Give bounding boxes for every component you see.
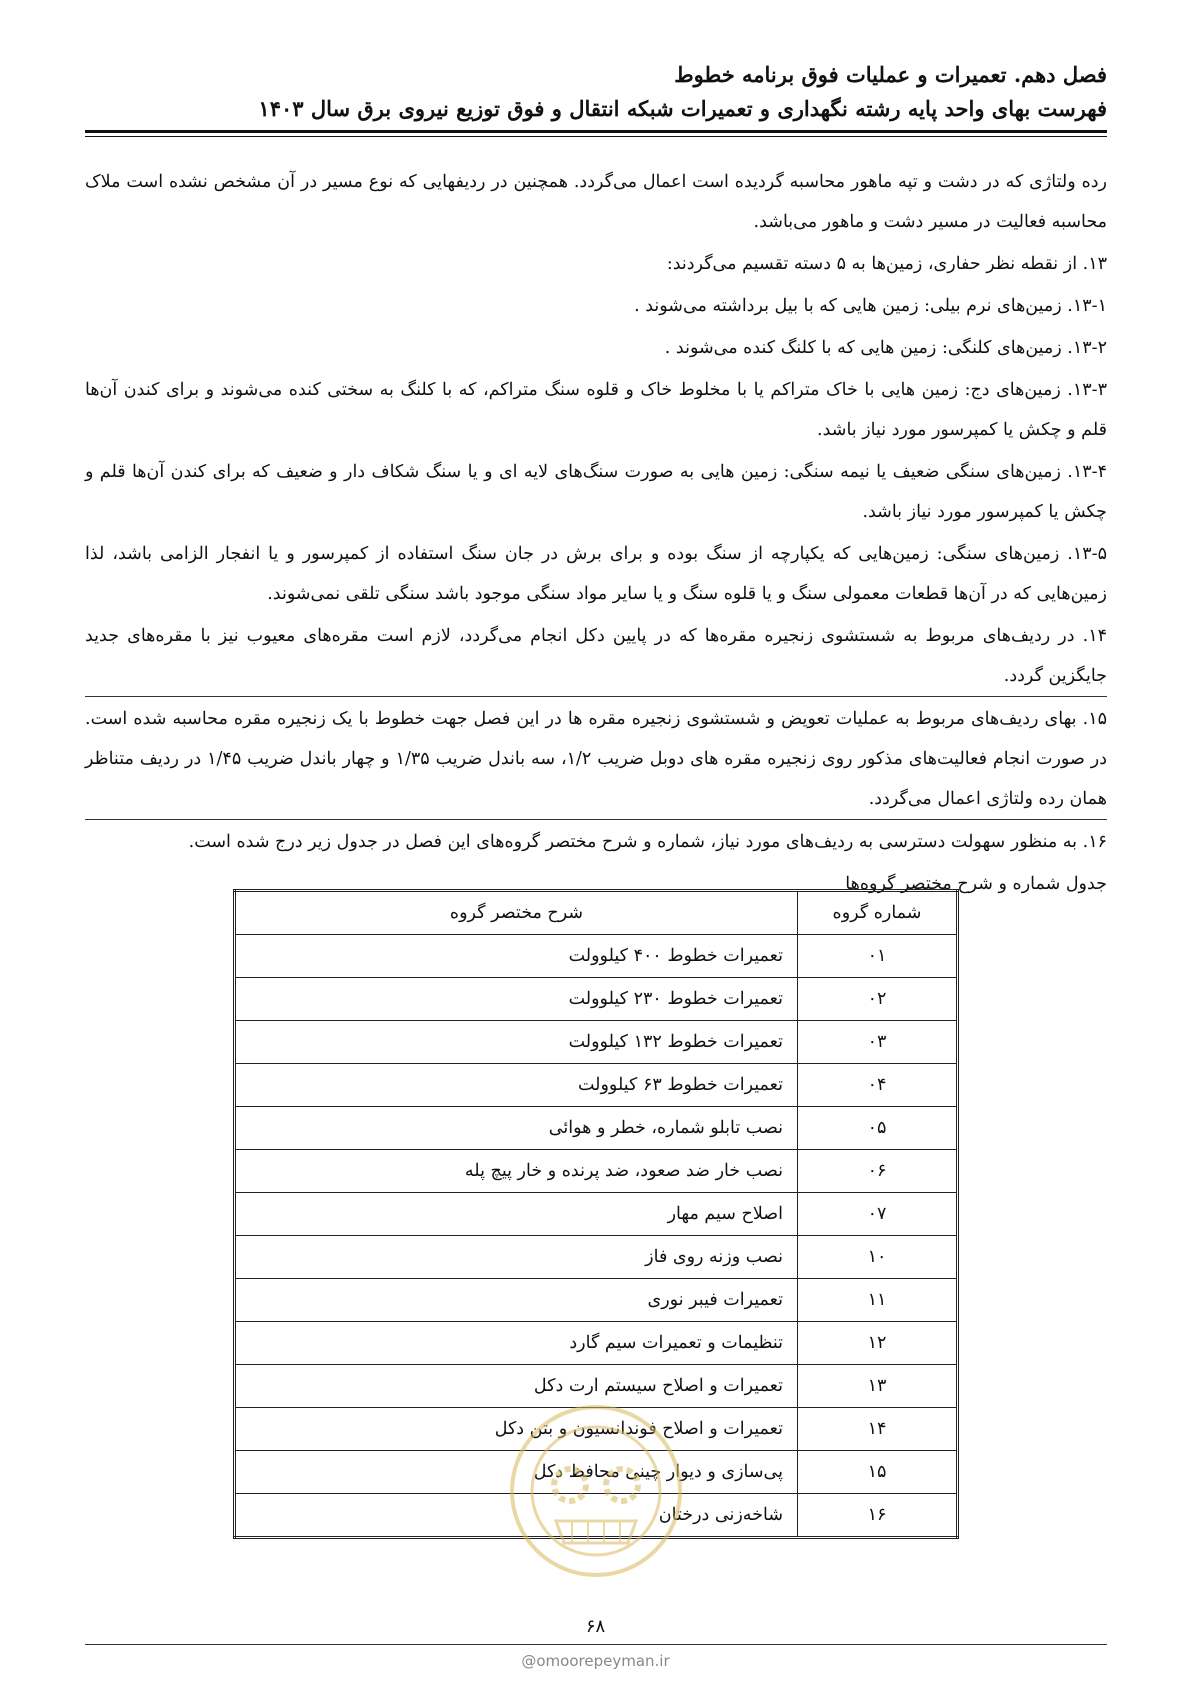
table-row: [235, 1064, 958, 1107]
group-number: ۱۱: [798, 1279, 958, 1322]
group-number: ۰۷: [798, 1193, 958, 1236]
body-text: [85, 162, 1107, 904]
paragraph-14: ۱۴. در ردیف‌های مربوط به شستشوی زنجیره مقره‌ها که در پایین دکل انجام می‌گردد، لازم است مقره‌های معیوب نیز با مقره‌های جدید جایگزین گردد.: [85, 616, 1107, 697]
table-row: [235, 1193, 958, 1236]
paragraph-13-5: ۱۳-۵. زمین‌های سنگی: زمین‌هایی که یکپارچه از سنگ بوده و برای برش در جان سنگ استفاده از کمپرسور و یا انفجار الزامی باشد، لذا زمین‌هایی که در آن‌ها قطعات معمولی سنگ و یا قلوه سنگ و یا سایر مواد سنگی موجود باشد سنگی تلقی نمی‌شوند.: [85, 544, 1107, 604]
group-description: تعمیرات فیبر نوری: [235, 1279, 798, 1322]
group-number: ۱۲: [798, 1322, 958, 1365]
table-row: [235, 1021, 958, 1064]
group-description: نصب خار ضد صعود، ضد پرنده و خار پیچ پله: [235, 1150, 798, 1193]
group-description: پی‌سازی و دیوار چینی محافظ دکل: [235, 1451, 798, 1494]
group-number: ۰۱: [798, 935, 958, 978]
group-number: ۰۵: [798, 1107, 958, 1150]
group-number: ۱۴: [798, 1408, 958, 1451]
paragraph-13: ۱۳. از نقطه نظر حفاری، زمین‌ها به ۵ دسته تقسیم می‌گردند:: [666, 254, 1107, 274]
table-row: [235, 1279, 958, 1322]
group-number: ۰۴: [798, 1064, 958, 1107]
paragraph-13-1: ۱۳-۱. زمین‌های نرم بیلی: زمین هایی که با بیل برداشته می‌شوند .: [634, 296, 1107, 316]
group-number: ۰۳: [798, 1021, 958, 1064]
group-number: ۰۶: [798, 1150, 958, 1193]
chapter-title: فصل دهم. تعمیرات و عملیات فوق برنامه خطوط: [674, 62, 1107, 87]
footer-rule: [85, 1644, 1107, 1645]
table-caption: جدول شماره و شرح مختصر گروه‌ها: [845, 874, 1107, 894]
group-number: ۱۶: [798, 1494, 958, 1538]
group-description: تعمیرات خطوط ۴۰۰ کیلوولت: [235, 935, 798, 978]
group-description: نصب تابلو شماره، خطر و هوائی: [235, 1107, 798, 1150]
group-description: شاخه‌زنی درختان: [235, 1494, 798, 1538]
group-description: تعمیرات خطوط ۲۳۰ کیلوولت: [235, 978, 798, 1021]
document-title: فهرست بهای واحد پایه رشته نگهداری و تعمیرات شبکه انتقال و فوق توزیع نیروی برق سال ۱۴۰۳: [258, 96, 1107, 121]
table-row: [235, 1322, 958, 1365]
paragraph-15: ۱۵. بهای ردیف‌های مربوط به عملیات تعویض و شستشوی زنجیره مقره ها در این فصل جهت خطوط با یک زنجیره مقره محاسبه شده است. در صورت انجام فعالیت‌های مذکور روی زنجیره مقره های دوبل ضریب ۱/۲، سه باندل ضریب ۱/۳۵ و چهار باندل ضریب ۱/۴۵ در ردیف متناظر همان رده ولتاژی اعمال می‌گردد.: [85, 699, 1107, 820]
table-row: [235, 935, 958, 978]
header-rule-thin: [85, 136, 1107, 137]
header-group-number: شماره گروه: [798, 891, 958, 935]
table-row: [235, 1365, 958, 1408]
paragraph-13-4: ۱۳-۴. زمین‌های سنگی ضعیف یا نیمه سنگی: زمین هایی به صورت سنگ‌های لایه ای و یا سنگ شکاف دار و ضعیف که برای کندن آن‌ها قلم و چکش یا کمپرسور مورد نیاز باشد.: [85, 462, 1107, 522]
group-number: ۱۵: [798, 1451, 958, 1494]
header-rule-thick: [85, 130, 1107, 133]
group-description: تعمیرات و اصلاح فوندانسیون و بتن دکل: [235, 1408, 798, 1451]
table-row: [235, 978, 958, 1021]
table-row: [235, 1236, 958, 1279]
header-description: شرح مختصر گروه: [235, 891, 798, 935]
group-description: نصب وزنه روی فاز: [235, 1236, 798, 1279]
page-header: [85, 58, 1107, 126]
table-header-row: [235, 891, 958, 935]
table-row: [235, 1150, 958, 1193]
group-description: تعمیرات خطوط ۶۳ کیلوولت: [235, 1064, 798, 1107]
paragraph-16: ۱۶. به منظور سهولت دسترسی به ردیف‌های مورد نیاز، شماره و شرح مختصر گروه‌های این فصل در جدول زیر درج شده است.: [188, 832, 1107, 852]
page-number: ۶۸: [585, 1616, 606, 1637]
paragraph-voltage-note: رده ولتاژی که در دشت و تپه ماهور محاسبه گردیده است اعمال می‌گردد. همچنین در ردیفهایی که نوع مسیر در آن مشخص نشده است ملاک محاسبه فعالیت در مسیر دشت و ماهور می‌باشد.: [85, 172, 1107, 232]
group-description: تنظیمات و تعمیرات سیم گارد: [235, 1322, 798, 1365]
table-row: [235, 1107, 958, 1150]
group-number: ۱۳: [798, 1365, 958, 1408]
group-description: تعمیرات خطوط ۱۳۲ کیلوولت: [235, 1021, 798, 1064]
watermark-seal-icon: [508, 1403, 684, 1579]
paragraph-13-3: ۱۳-۳. زمین‌های دج: زمین هایی با خاک متراکم یا با مخلوط خاک و قلوه سنگ متراکم، که با کلنگ به سختی کنده می‌شوند و برای کندن آن‌ها قلم و چکش یا کمپرسور مورد نیاز باشد.: [85, 380, 1107, 440]
group-number: ۱۰: [798, 1236, 958, 1279]
group-number: ۰۲: [798, 978, 958, 1021]
group-description: تعمیرات و اصلاح سیستم ارت دکل: [235, 1365, 798, 1408]
group-description: اصلاح سیم مهار: [235, 1193, 798, 1236]
website-link[interactable]: @omoorepeyman.ir: [521, 1652, 670, 1670]
paragraph-13-2: ۱۳-۲. زمین‌های کلنگی: زمین هایی که با کلنگ کنده می‌شوند .: [664, 338, 1107, 358]
